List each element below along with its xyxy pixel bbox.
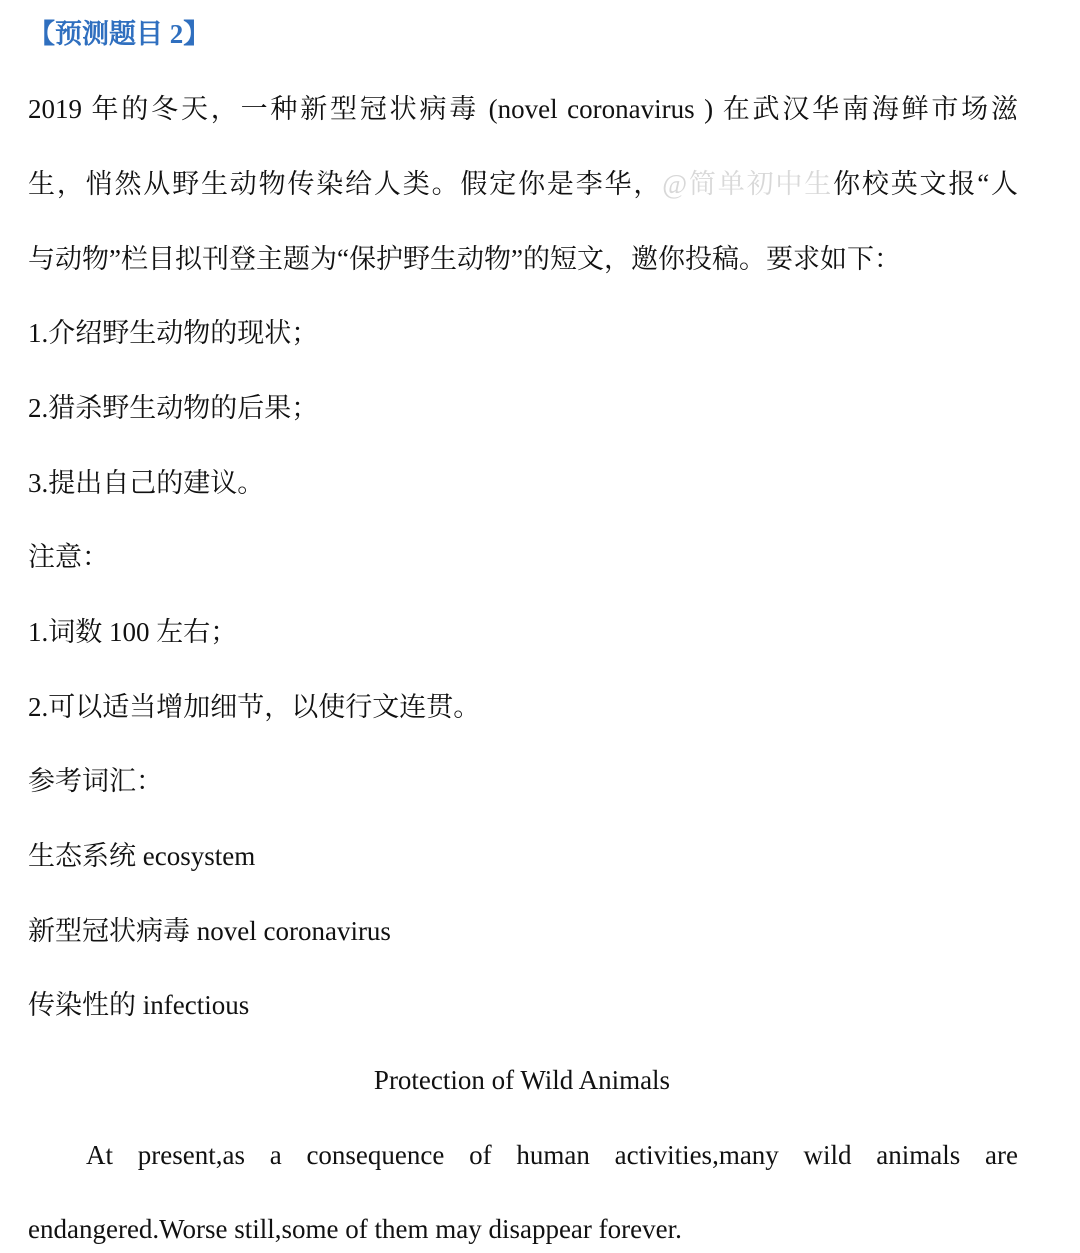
essay-title: Protection of Wild Animals	[373, 1065, 671, 1095]
requirement-3: 3.提出自己的建议。	[28, 468, 265, 498]
notes-heading: 注意：	[28, 542, 109, 572]
prompt-line-2-a: 生，悄然从野生动物传染给人类。假定你是李华，	[28, 169, 663, 199]
prompt-line-2	[28, 164, 1018, 204]
note-2: 2.可以适当增加细节，以使行文连贯。	[28, 692, 481, 722]
vocab-heading: 参考词汇：	[28, 766, 163, 796]
note-1: 1.词数 100 左右；	[28, 617, 238, 647]
prompt-line-1: 2019 年的冬天，一种新型冠状病毒 (novel coronavirus ) 在武汉华南海鲜市场滋	[28, 94, 1018, 124]
essay-line-2: endangered.Worse still,some of them may disappear forever.	[28, 1214, 682, 1244]
vocab-item-novel-coronavirus: 新型冠状病毒 novel coronavirus	[28, 916, 391, 946]
requirement-2: 2.猎杀野生动物的后果；	[28, 393, 319, 423]
page-title: 【预测题目 2】	[28, 19, 211, 49]
requirement-1: 1.介绍野生动物的现状；	[28, 318, 319, 348]
prompt-line-2-b: 你校英文报“人	[833, 169, 1019, 199]
vocab-item-infectious: 传染性的 infectious	[28, 990, 250, 1020]
prompt-line-3: 与动物”栏目拟刊登主题为“保护野生动物”的短文，邀你投稿。要求如下：	[28, 244, 901, 274]
essay-line-1: At present,as a consequence of human activities,many wild animals are	[86, 1140, 1018, 1170]
watermark: @简单初中生	[662, 169, 834, 199]
vocab-item-ecosystem: 生态系统 ecosystem	[28, 841, 256, 871]
